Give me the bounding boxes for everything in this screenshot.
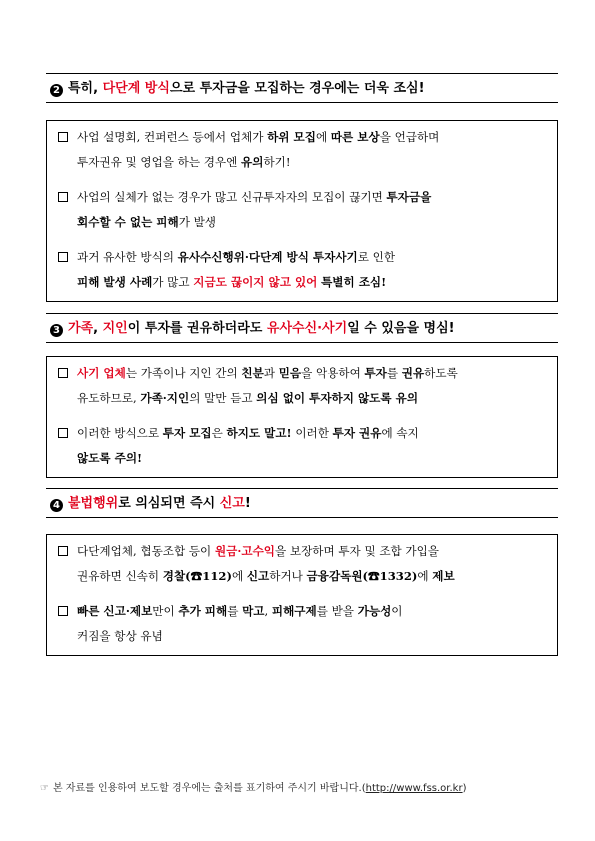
pointing-hand-icon: ☞ (40, 783, 49, 794)
emphasis-text: 하지도 말고! (226, 426, 292, 440)
text: 하기! (263, 155, 291, 169)
emphasis-text: 회수할 수 없는 피해 (77, 215, 179, 229)
text: 투자권유 및 영업을 하는 경우엔 (77, 155, 242, 169)
bullet-line (77, 185, 551, 210)
text: 를 (386, 366, 402, 380)
emphasis-text: 가능성 (357, 604, 392, 618)
text: 을 악용하여 (301, 366, 365, 380)
heading-text: 특히, (68, 81, 103, 96)
emphasis-text: 유사수신행위·다단계 방식 투자사기 (177, 250, 358, 264)
text: 하거나 (269, 569, 307, 583)
section-4-box (46, 534, 558, 656)
bullet-line (77, 599, 551, 624)
text: 를 (227, 604, 243, 618)
text: 에 (417, 569, 433, 583)
heading-highlight: 가족 (68, 321, 94, 336)
text: 이러한 방식으로 (77, 426, 163, 440)
number-3-icon: 3 (50, 324, 63, 337)
text: 의 말만 듣고 (189, 391, 257, 405)
text: 이러한 (291, 426, 333, 440)
emphasis-text: 투자 권유 (332, 426, 382, 440)
checkbox-square-icon (58, 192, 68, 202)
bullet-line (77, 564, 551, 589)
heading-highlight: 불법행위 (68, 496, 119, 511)
bullet-line (77, 624, 551, 649)
text: 에 (315, 130, 331, 144)
emphasis-text: 신고 (246, 569, 270, 583)
bullet-line (77, 446, 551, 471)
heading-text: , (93, 321, 103, 336)
bullet-item (53, 361, 551, 411)
bullet-item (53, 185, 551, 235)
heading-highlight: 신고 (219, 496, 245, 511)
text: 을 언급하며 (379, 130, 440, 144)
text: 에 속지 (381, 426, 419, 440)
fss-link[interactable]: http://www.fss.or.kr (365, 783, 463, 794)
text: 권유하면 신속히 (77, 569, 163, 583)
section-4-heading (46, 488, 558, 518)
checkbox-square-icon (58, 368, 68, 378)
emphasis-text: 친분 (241, 366, 264, 380)
bullet-line (77, 245, 551, 270)
bullet-line (77, 361, 551, 386)
checkbox-square-icon (58, 132, 68, 142)
emphasis-text: 경찰(☎112) (162, 569, 232, 583)
number-2-icon: 2 (50, 84, 63, 97)
checkbox-square-icon (58, 428, 68, 438)
text: 만이 (152, 604, 179, 618)
heading-highlight: 다단계 방식 (102, 81, 170, 96)
text: 유도하므로, (77, 391, 141, 405)
heading-text: 로 의심되면 즉시 (118, 496, 220, 511)
text: 사업의 실체가 없는 경우가 많고 신규투자자의 모집이 끊기면 (77, 190, 387, 204)
bullet-line (77, 270, 551, 295)
footer-text: 본 자료를 인용하여 보도할 경우에는 출처를 표기하여 주시기 바랍니다.( (52, 783, 366, 794)
heading-highlight: 유사수신·사기 (266, 321, 348, 336)
emphasis-text: 투자 (364, 366, 387, 380)
emphasis-text: 따른 보상 (330, 130, 380, 144)
bullet-line (77, 539, 551, 564)
emphasis-text: 막고 (242, 604, 265, 618)
text: 는 가족이나 지인 간의 (125, 366, 242, 380)
text: 커짐을 항상 유념 (77, 629, 163, 643)
text: 과 (263, 366, 279, 380)
highlight-text: 원금·고수익 (214, 544, 275, 558)
text: 다단계업체, 협동조합 등이 (77, 544, 215, 558)
emphasis-text: 빠른 신고·제보 (77, 604, 153, 618)
text: 하도록 (424, 366, 458, 380)
highlight-text: 사기 업체 (77, 366, 126, 380)
bullet-item (53, 125, 551, 175)
text: 로 인한 (357, 250, 396, 264)
emphasis-text: 투자 모집 (162, 426, 212, 440)
text: 가 발생 (178, 215, 217, 229)
footer-close: ) (462, 783, 467, 794)
heading-text: 으로 투자금을 모집하는 경우에는 더욱 조심! (169, 81, 425, 96)
emphasis-text: 하위 모집 (267, 130, 316, 144)
emphasis-text: 믿음 (278, 366, 302, 380)
section-3-box (46, 356, 558, 478)
emphasis-text: 유의 (241, 155, 264, 169)
bullet-item (53, 599, 551, 649)
section-2-heading (46, 73, 558, 103)
bullet-line (77, 386, 551, 411)
section-3-heading (46, 313, 558, 343)
text: 을 보장하며 투자 및 조합 가입을 (274, 544, 440, 558)
emphasis-text: 피해 발생 사례 (77, 275, 153, 289)
text: 은 (211, 426, 227, 440)
heading-text: 일 수 있음을 명심! (347, 321, 455, 336)
bullet-item (53, 245, 551, 295)
checkbox-square-icon (58, 546, 68, 556)
emphasis-text: 권유 (401, 366, 425, 380)
checkbox-square-icon (58, 252, 68, 262)
bullet-item (53, 421, 551, 471)
text: 과거 유사한 방식의 (77, 250, 178, 264)
emphasis-text: 가족·지인 (140, 391, 190, 405)
emphasis-text: 피해구제 (271, 604, 317, 618)
number-4-icon: 4 (50, 499, 63, 512)
heading-text: ! (244, 496, 251, 511)
bullet-line (77, 421, 551, 446)
emphasis-text: 않도록 주의! (77, 451, 143, 465)
footer-note (40, 779, 560, 794)
bullet-line (77, 125, 551, 150)
text: 를 받을 (316, 604, 358, 618)
bullet-line (77, 210, 551, 235)
text: 가 많고 (152, 275, 194, 289)
text: , (264, 604, 272, 618)
checkbox-square-icon (58, 606, 68, 616)
emphasis-text: 의심 없이 투자하지 않도록 유의 (256, 391, 419, 405)
emphasis-text: 투자금을 (386, 190, 432, 204)
section-2-box (46, 120, 558, 302)
emphasis-text: 제보 (432, 569, 455, 583)
text: 사업 설명회, 컨퍼런스 등에서 업체가 (77, 130, 268, 144)
bullet-item (53, 539, 551, 589)
text: 이 (391, 604, 403, 618)
heading-text: 이 투자를 권유하더라도 (127, 321, 267, 336)
text: 에 (231, 569, 247, 583)
bullet-line (77, 150, 551, 175)
emphasis-text: 추가 피해 (178, 604, 228, 618)
heading-highlight: 지인 (102, 321, 128, 336)
highlight-text: 지금도 끊이지 않고 있어 (193, 275, 318, 289)
emphasis-text: 특별히 조심! (321, 275, 387, 289)
emphasis-text: 금융감독원(☎1332) (306, 569, 418, 583)
